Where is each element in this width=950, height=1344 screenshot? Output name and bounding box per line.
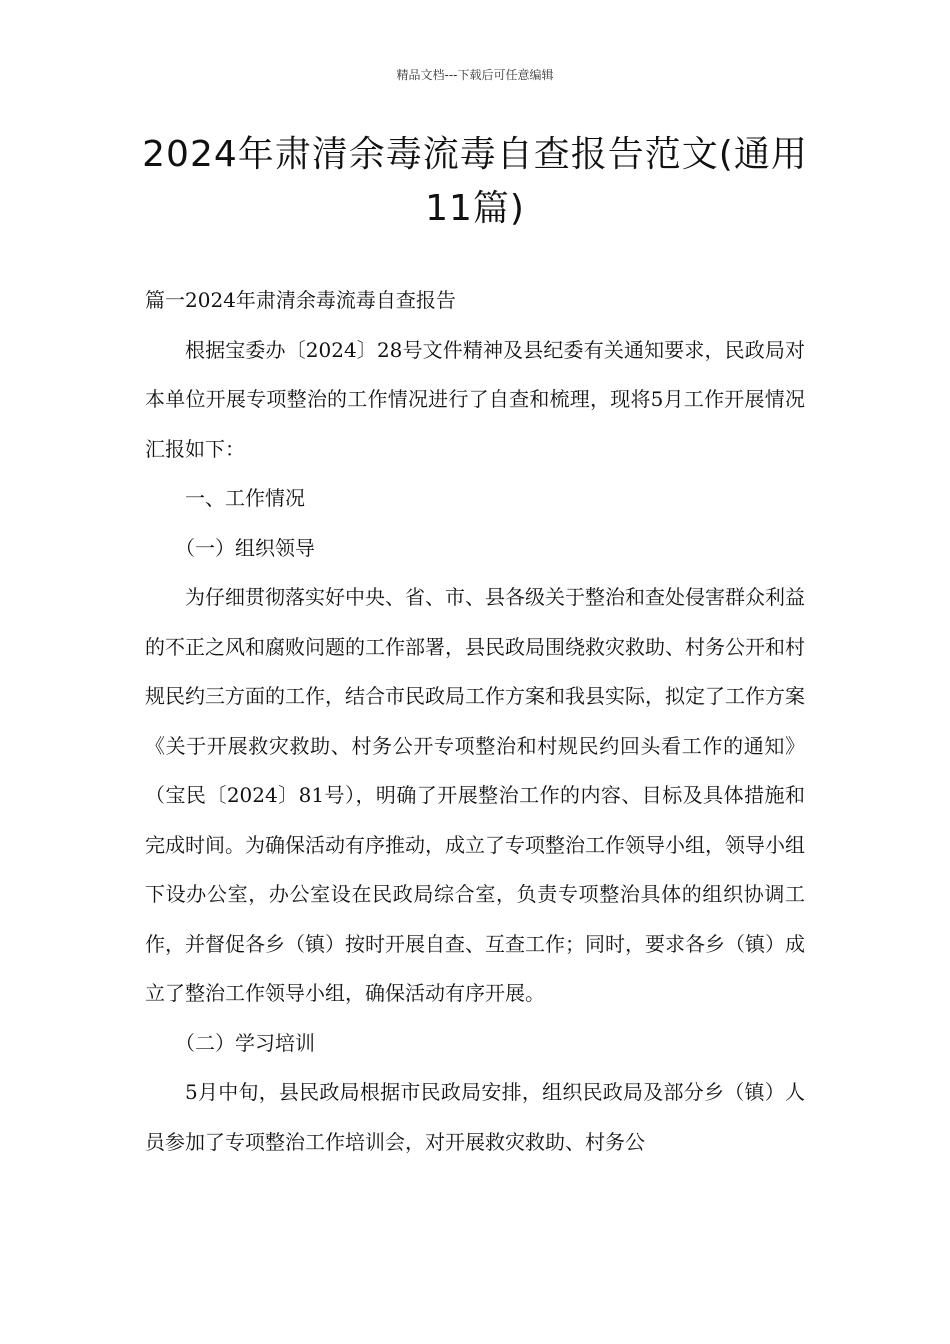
heading-training: （二）学习培训 bbox=[175, 1030, 315, 1055]
paragraph-training: 5月中旬，县民政局根据市民政局安排，组织民政局及部分乡（镇）人员参加了专项整治工作培训会，对开展救灾救助、村务公 bbox=[145, 1080, 805, 1154]
paragraph-organization: 为仔细贯彻落实好中央、省、市、县各级关于整治和查处侵害群众利益的不正之风和腐败问题的工作部署，县民政局围绕救灾救助、村务公开和村规民约三方面的工作，结合市民政局工作方案和我县实际，拟定了工作方案《关于开展救灾救助、村务公开专项整治和村规民约回头看工作的通知》（宝民〔2024〕81号），明确了开展整治工作的内容、目标及具体措施和完成时间。为确保活动有序推动，成立了专项整治工作领导小组，领导小组下设办公室，办公室设在民政局综合室，负责专项整治具体的组织协调工作，并督促各乡（镇）按时开展自查、互查工作；同时，要求各乡（镇）成立了整治工作领导小组，确保活动有序开展。 bbox=[145, 585, 805, 1005]
document-body bbox=[145, 276, 805, 1167]
section-heading: 篇一2024年肃清余毒流毒自查报告 bbox=[145, 288, 456, 312]
header-note: 精品文档---下载后可任意编辑 bbox=[396, 68, 554, 82]
heading-organization: （一）组织领导 bbox=[175, 535, 315, 560]
paragraph-intro: 根据宝委办〔2024〕28号文件精神及县纪委有关通知要求，民政局对本单位开展专项整治的工作情况进行了自查和梳理，现将5月工作开展情况汇报如下： bbox=[145, 337, 805, 461]
heading-work-situation: 一、工作情况 bbox=[185, 486, 305, 510]
document-title: 2024年肃清余毒流毒自查报告范文(通用11篇) bbox=[142, 134, 808, 229]
